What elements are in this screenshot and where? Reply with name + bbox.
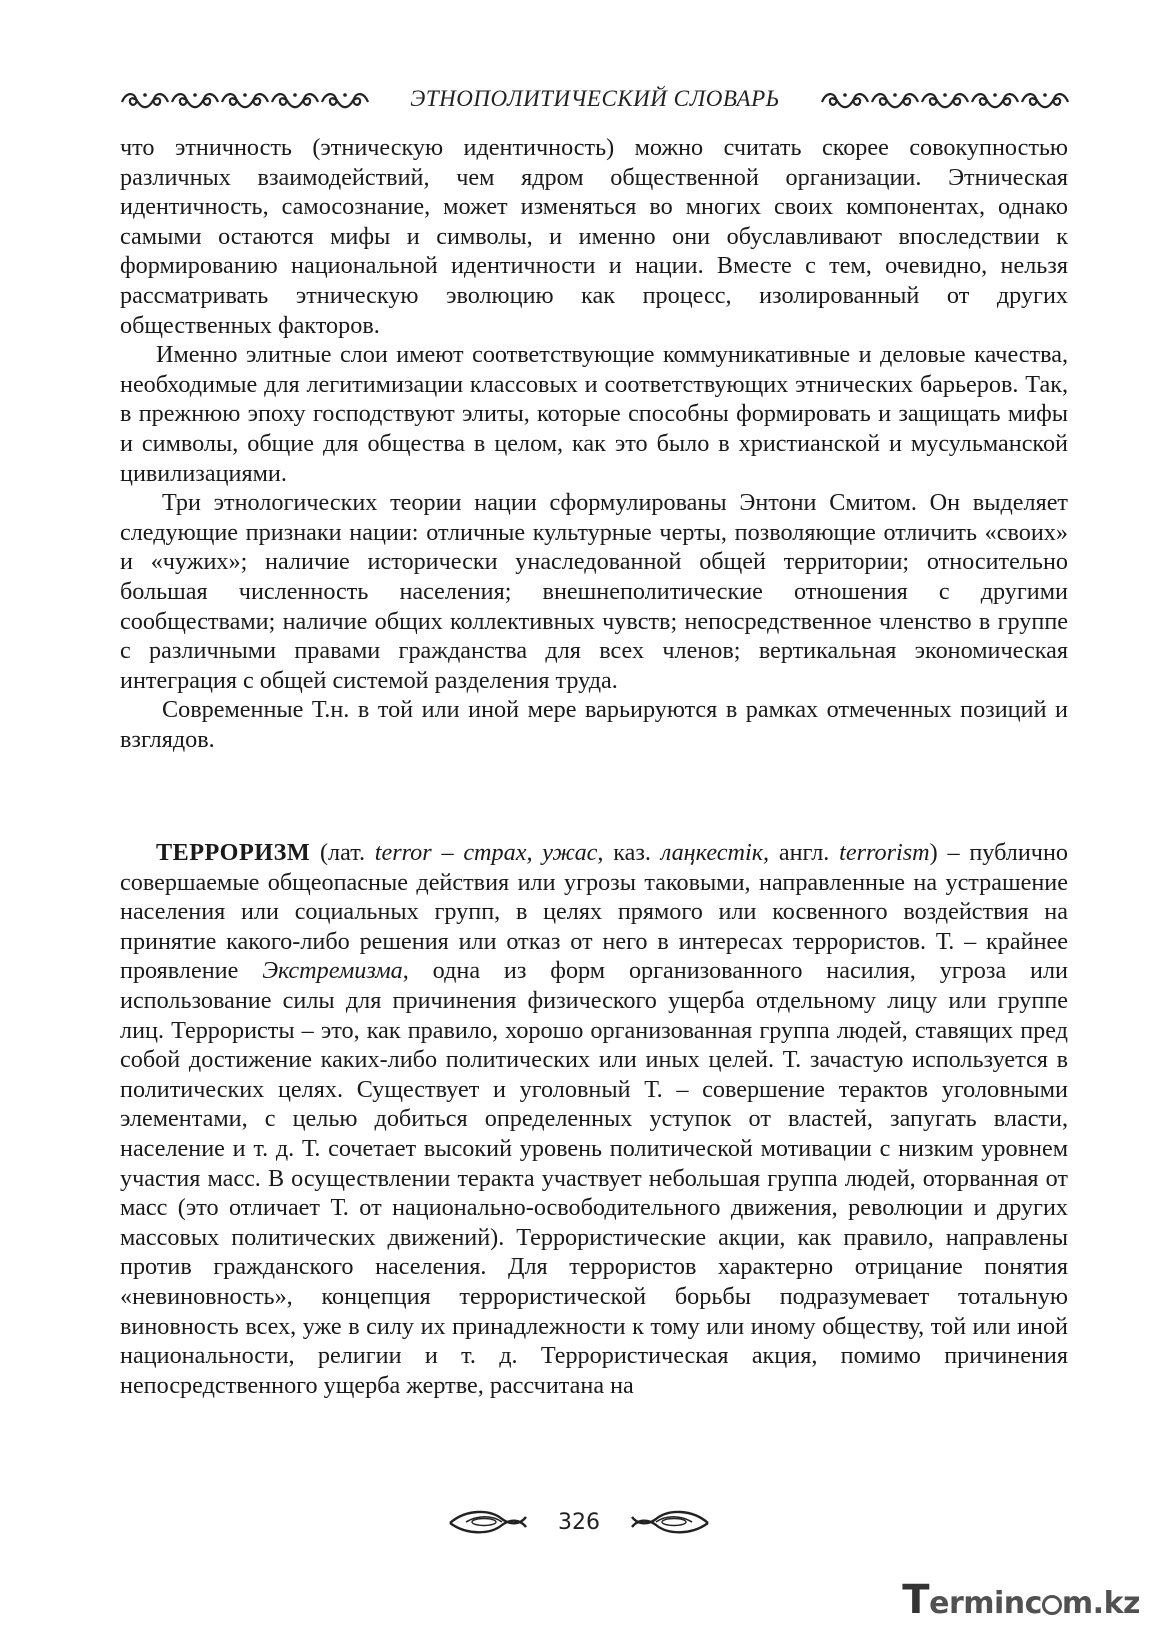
page-footer	[0, 1504, 1158, 1540]
paragraph: Именно элитные слои имеют соответствующие коммуникативные и деловые качества, необходимые для легитимизации классовых и соответствующих этнических барьеров. Так, в прежнюю эпоху господствуют элиты, которые способны формировать и защищать мифы и символы, общие для общества в целом, как это было в христианской и мусульманской цивилизациями.	[120, 341, 1068, 487]
definition-text: – публично совершаемые общеопасные действия или угрозы таковыми, направленные на устрашение населения или социальных групп, в целях прямого или косвенного воздействия на принятие какого-либо решения или отказ от него в интересах террористов. Т. – крайнее проявление	[120, 839, 1068, 985]
running-header	[120, 86, 1070, 112]
dictionary-entry-terrorism	[120, 838, 1068, 1400]
flourish-icon	[446, 1505, 530, 1539]
paragraph: Три этнологических теории нации сформулированы Энтони Смитом. Он выделяет следующие признаки нации: отличные культурные черты, позволяющие отличить «своих» и «чужих»; наличие исторически унаследованной общей территории; относительно большая численность населения; внешнеполитические отношения с другими сообществами; наличие общих коллективных чувств; непосредственное членство в группе с различными правами гражданства для всех членов; вертикальная экономическая интеграция с общей системой разделения труда.	[120, 489, 1068, 694]
definition-text: , одна из форм организованного насилия, угроза или использование силы для причинения физического ущерба отдельному лицу или группе лиц. Террористы – это, как правило, хорошо организованная группа людей, ставящих пред собой достижение каких-либо политических или иных целей. Т. зачастую используется в политических целях. Существует и уголовный Т. – совершение терактов уголовными элементами, с целью добиться определенных уступок от властей, запугать власти, население и т. д. Т. сочетает высокий уровень политической мотивации с низким уровнем участия масс. В осуществлении теракта участвует небольшая группа людей, оторванная от масс (это отличает Т. от национально-освободительного движения, революции и других массовых политических движений). Террористические акции, как правило, направлены против гражданского населения. Для террористов характерно отрицание понятия «невиновность», концепция террористической борьбы подразумевает тотальную виновность всех, уже в силу их принадлежности к тому или иному обществу, той или иной национальности, религии и т. д. Террористическая акция, помимо причинения непосредственного ущерба жертве, рассчитана на	[120, 957, 1069, 1399]
kazakh-equivalent: лаңкестік,	[660, 839, 770, 866]
continued-entry-text	[120, 133, 1068, 754]
flourish-icon	[628, 1505, 712, 1539]
dictionary-title: ЭТНОПОЛИТИЧЕСКИЙ СЛОВАРЬ	[410, 86, 780, 111]
kazakh-label: , каз.	[597, 839, 661, 866]
english-label: англ.	[769, 839, 840, 866]
cross-reference: Экстремизма	[262, 957, 403, 985]
page-number: 326	[558, 1509, 600, 1535]
english-equivalent: terrorism	[839, 839, 930, 866]
entry-paragraph	[120, 838, 1068, 1400]
paragraph: Современные Т.н. в той или иной мере варьируются в рамках отмеченных позиций и взглядов.	[120, 696, 1068, 753]
gloss-open: (лат.	[310, 839, 375, 866]
scroll-ornament-icon	[120, 88, 370, 110]
paragraph: что этничность (этническую идентичность) можно считать скорее совокупностью различных взаимодействий, чем ядром общественной организации. Этническая идентичность, самосознание, может изменяться во многих своих компонентах, однако самыми остаются мифы и символы, и именно они обуславливают впоследствии к формированию национальной идентичности и нации. Вместе с тем, очевидно, нельзя рассматривать этническую эволюцию как процесс, изолированный от других общественных факторов.	[120, 134, 1068, 339]
gloss-close: )	[929, 839, 938, 866]
latin-etymology: terror – страх, ужас	[374, 839, 598, 866]
site-watermark-logo: Terminc m.kz	[902, 1577, 1140, 1623]
entry-headword: ТЕРРОРИЗМ	[156, 839, 311, 866]
scroll-ornament-icon	[820, 88, 1070, 110]
